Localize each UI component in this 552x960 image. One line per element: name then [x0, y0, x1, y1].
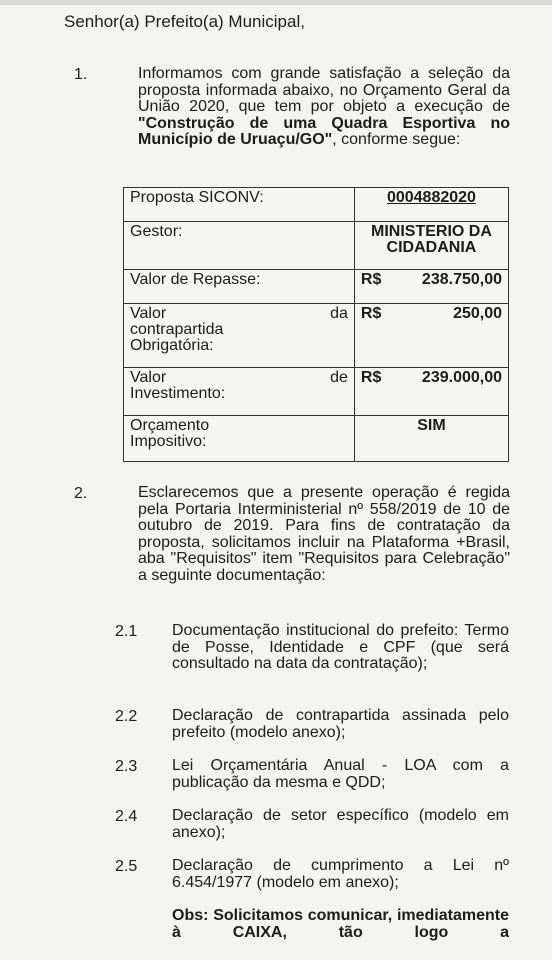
- table-row: [124, 188, 509, 222]
- subitem-text: Declaração de contrapartida assinada pelo prefeito (modelo anexo);: [172, 707, 509, 741]
- subitem-text: Declaração de cumprimento a Lei nº 6.454/1977 (modelo em anexo);: [172, 857, 509, 891]
- table-row: [124, 222, 509, 270]
- contrapartida-value-cell: [354, 304, 508, 368]
- repasse-value-cell: [354, 270, 508, 304]
- item-1-object: "Construção de uma Quadra Esportiva no Município de Uruaçu/GO": [138, 114, 510, 149]
- proposta-value: [354, 188, 508, 222]
- contrapartida-currency: R$: [360, 305, 382, 322]
- subitem-number: 2.4: [115, 808, 138, 825]
- subitem-text: Declaração de setor específico (modelo em anexo);: [172, 807, 509, 841]
- item-2-text: Esclarecemos que a presente operação é regida pela Portaria Interministerial nº 558/2019 de 10 de outubro de 2019. Para fins de contratação da proposta, solicitamos incluir na Plataforma +Brasil, aba "Requisitos" item "Requisitos para Celebração" a seguinte documentação:: [138, 484, 510, 584]
- table-row: [124, 368, 509, 416]
- impositivo-value: SIM: [354, 416, 508, 462]
- investimento-label-c: Investimento:: [130, 385, 226, 402]
- proposal-table: [123, 187, 509, 462]
- table-row: [124, 416, 509, 462]
- contrapartida-label-b: da: [330, 305, 348, 322]
- top-edge: [0, 0, 552, 5]
- proposta-label: Proposta SICONV:: [124, 188, 355, 222]
- investimento-label: [124, 368, 355, 416]
- investimento-label-b: de: [330, 369, 348, 386]
- contrapartida-label-c: contrapartida Obrigatória:: [130, 321, 224, 354]
- repasse-currency: R$: [360, 271, 382, 288]
- subitem-number: 2.2: [115, 708, 138, 725]
- table-row: [124, 304, 509, 368]
- investimento-value-cell: [354, 368, 508, 416]
- item-2-number: 2.: [74, 485, 88, 502]
- proposta-number: 0004882020: [386, 189, 476, 206]
- impositivo-label: Orçamento Impositivo:: [124, 416, 355, 462]
- subitem-number: 2.5: [115, 858, 138, 875]
- subitem-text: Documentação institucional do prefeito: Termo de Posse, Identidade e CPF (que será consultado na data da contratação);: [172, 622, 509, 673]
- subitem-number: 2.3: [115, 758, 138, 775]
- item-1-end: , conforme segue:: [332, 131, 461, 149]
- contrapartida-label: [124, 304, 355, 368]
- gestor-value: MINISTERIO DA CIDADANIA: [354, 222, 508, 270]
- table-row: [124, 270, 509, 304]
- subitem-text: Lei Orçamentária Anual - LOA com a publicação da mesma e QDD;: [172, 757, 509, 791]
- investimento-label-a: Valor: [130, 369, 167, 386]
- subitem-number: 2.1: [115, 623, 138, 640]
- item-1-intro: Informamos com grande satisfação a seleção da proposta informada abaixo, no Orçamento Geral da União 2020, que tem por objeto a execução de: [138, 65, 510, 116]
- gestor-label: Gestor:: [124, 222, 355, 270]
- repasse-value: 238.750,00: [421, 271, 502, 288]
- investimento-currency: R$: [360, 369, 382, 386]
- contrapartida-value: 250,00: [453, 305, 502, 322]
- investimento-value: 239.000,00: [421, 369, 502, 386]
- obs-note: Obs: Solicitamos comunicar, imediatamente à CAIXA, tão logo a: [172, 907, 509, 941]
- item-1-text: [138, 66, 510, 149]
- item-1-number: 1.: [74, 66, 88, 83]
- repasse-label: Valor de Repasse:: [124, 270, 355, 304]
- salutation: Senhor(a) Prefeito(a) Municipal,: [64, 12, 305, 31]
- contrapartida-label-a: Valor: [130, 305, 167, 322]
